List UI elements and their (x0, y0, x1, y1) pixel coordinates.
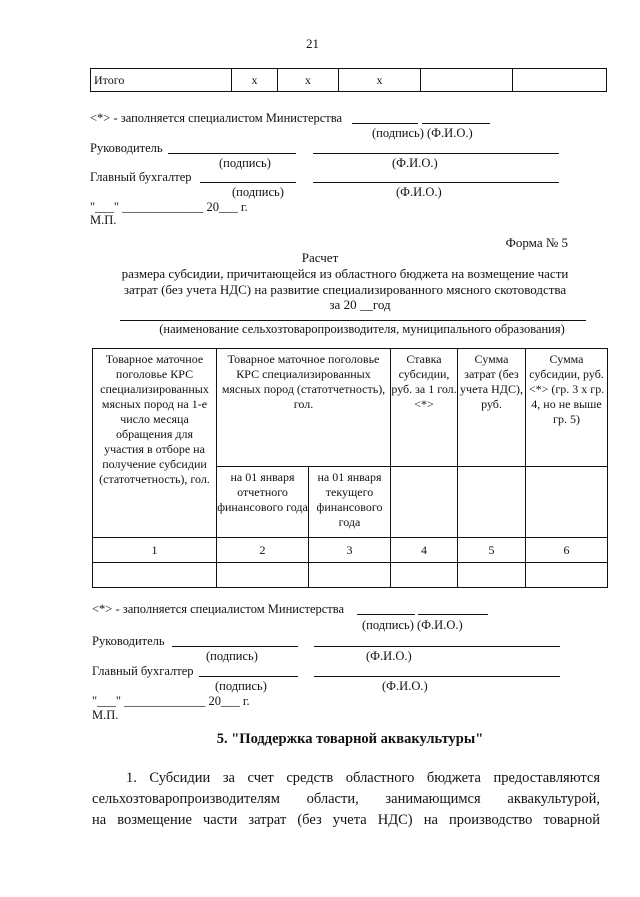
table-cell (513, 69, 607, 92)
name-line (313, 153, 559, 154)
date-line: "___" _____________ 20___ г. (90, 200, 248, 214)
signature-line (168, 153, 296, 154)
page-number: 21 (306, 36, 319, 51)
name-line (314, 676, 560, 677)
accountant-name-caption: (Ф.И.О.) (382, 679, 428, 693)
stamp-mark: М.П. (90, 213, 117, 227)
date-line: "___" _____________ 20___ г. (92, 694, 250, 708)
table-cell (391, 467, 458, 538)
head-label: Руководитель (90, 141, 163, 155)
head-sign-caption: (подпись) (206, 649, 258, 663)
head-name-caption: (Ф.И.О.) (366, 649, 412, 663)
col5-header: Сумма затрат (без учета НДС), руб. (458, 349, 526, 467)
form-subtitle-1: размера субсидии, причитающейся из областного бюджета на возмещение части (121, 266, 569, 281)
table-cell (526, 563, 608, 588)
head-label: Руководитель (92, 634, 165, 648)
ministry-note: <*> - заполняется специалистом Министерства (90, 111, 343, 125)
table-row (93, 538, 608, 563)
head-name-caption: (Ф.И.О.) (392, 156, 438, 170)
col-number: 1 (93, 538, 217, 563)
table-cell (309, 563, 391, 588)
head-sign-caption: (подпись) (219, 156, 271, 170)
table-row (93, 563, 608, 588)
signature-line (352, 123, 418, 124)
signature-line (172, 646, 298, 647)
calculation-table (92, 348, 608, 588)
col-number: 3 (309, 538, 391, 563)
col6-header: Сумма субсидии, руб. <*> (гр. 3 х гр. 4, но не выше гр. 5) (526, 349, 608, 467)
signature-line (199, 676, 298, 677)
paragraph-line: 1. Субсидии за счет средств областного бюджета предоставляются (126, 770, 600, 786)
col-number: 4 (391, 538, 458, 563)
table-cell (93, 563, 217, 588)
table-row (91, 69, 607, 92)
name-underline (120, 320, 586, 321)
table-cell: х (339, 69, 421, 92)
table-cell (458, 467, 526, 538)
accountant-sign-caption: (подпись) (232, 185, 284, 199)
total-table (90, 68, 607, 92)
section-paragraph (92, 768, 600, 831)
form-label: Форма № 5 (505, 235, 568, 250)
accountant-sign-caption: (подпись) (215, 679, 267, 693)
form-title: Расчет (301, 250, 339, 265)
section-heading: 5. "Поддержка товарной аквакультуры" (216, 731, 484, 747)
name-caption: (наименование сельхозтоваропроизводителя, муниципального образования) (159, 322, 565, 336)
table-cell (391, 563, 458, 588)
note-caption: (подпись) (Ф.И.О.) (362, 618, 463, 632)
note-caption: (подпись) (Ф.И.О.) (372, 126, 473, 140)
col2-group-header: Товарное маточное поголовье КРС специализированных мясных пород (статотчетность), гол. (217, 349, 391, 467)
total-label: Итого (91, 69, 232, 92)
col-number: 2 (217, 538, 309, 563)
col2a-header: на 01 января отчетного финансового года (217, 467, 309, 538)
name-line (313, 182, 559, 183)
table-cell (526, 467, 608, 538)
col-number: 6 (526, 538, 608, 563)
col4-header: Ставка субсидии, руб. за 1 гол. <*> (391, 349, 458, 467)
accountant-label: Главный бухгалтер (92, 664, 194, 678)
table-cell (217, 563, 309, 588)
table-cell (458, 563, 526, 588)
signature-line (357, 614, 415, 615)
col1-header: Товарное маточное поголовье КРС специализированных мясных пород на 1-е число месяца обращения для участия в отборе на получение субсидии (статотчетность), гол. (93, 349, 217, 538)
table-cell (421, 69, 513, 92)
table-cell: х (232, 69, 278, 92)
ministry-note: <*> - заполняется специалистом Министерства (92, 602, 345, 616)
col2b-header: на 01 января текущего финансового года (309, 467, 391, 538)
table-row (93, 349, 608, 467)
name-line (314, 646, 560, 647)
col-number: 5 (458, 538, 526, 563)
paragraph-line: сельхозтоваропроизводителям области, занимающимся аквакультурой, (92, 791, 600, 807)
paragraph-line: на возмещение части затрат (без учета НДС) на производство товарной (92, 812, 600, 828)
form-year-line: за 20 __год (329, 297, 391, 312)
accountant-name-caption: (Ф.И.О.) (396, 185, 442, 199)
accountant-label: Главный бухгалтер (90, 170, 192, 184)
name-line (418, 614, 488, 615)
signature-line (200, 182, 296, 183)
name-line (422, 123, 490, 124)
table-cell: х (278, 69, 339, 92)
stamp-mark: М.П. (92, 708, 119, 722)
form-subtitle-2: затрат (без учета НДС) на развитие специализированного мясного скотоводства (123, 282, 567, 297)
